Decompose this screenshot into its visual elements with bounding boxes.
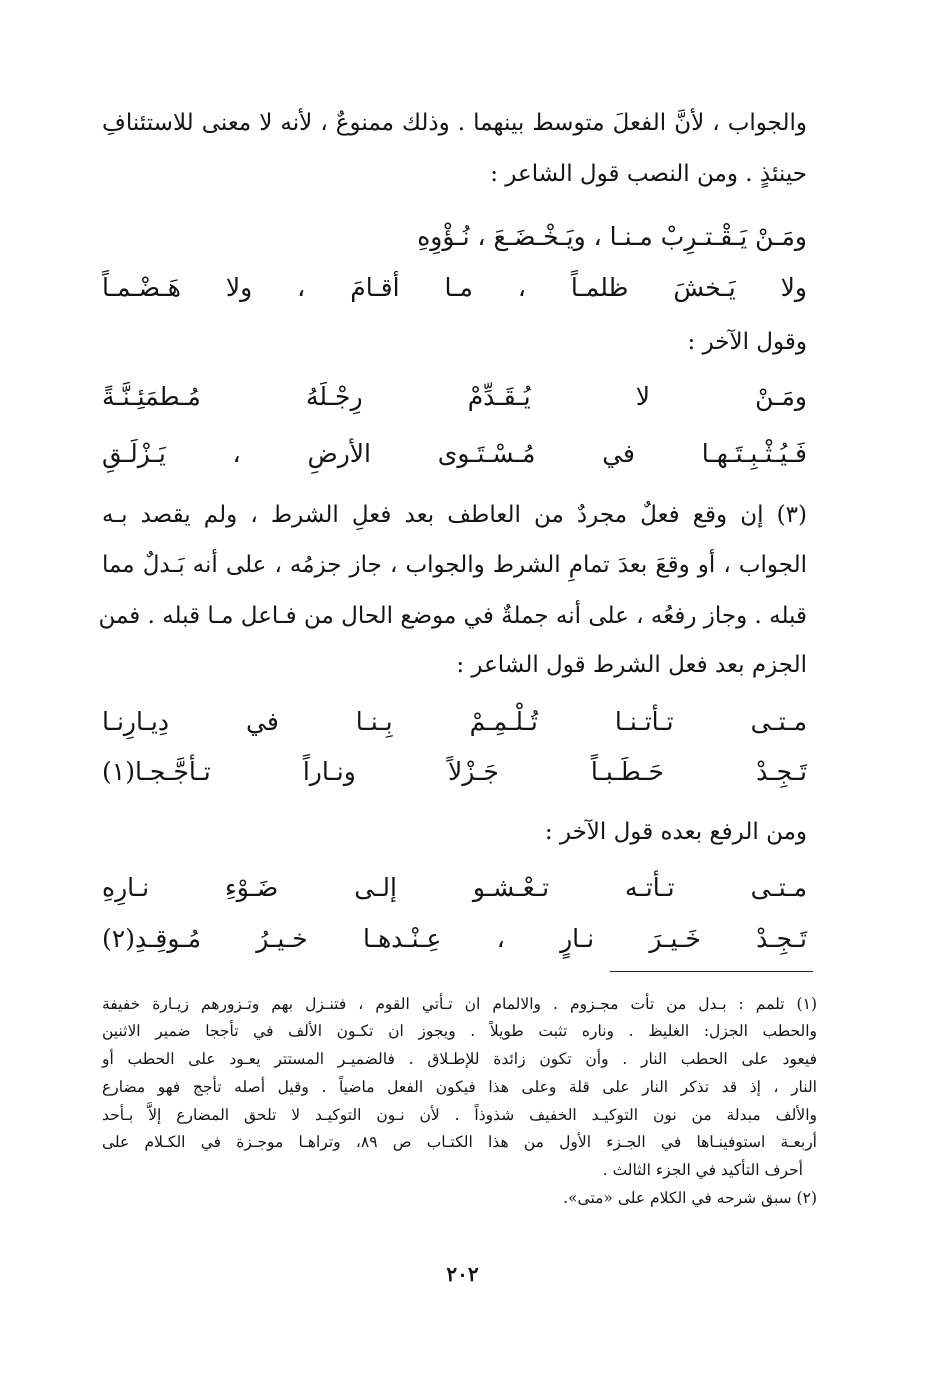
footnote-1-line-3: فيعود على الحطب النار . وأن تكون زائدة للإطـلاق . فالضميـر المستتر يعـود على الحطب أو — [102, 1050, 817, 1068]
verse-4-intro: ومن الرفع بعده قول الآخر : — [544, 819, 807, 845]
footnote-1-line-4: النار ، إذ قد تذكر النار على قلة وعلى هذا فيكون الفعل ماضياً . وقيل أصله تأجج فهو مضارع — [102, 1078, 817, 1096]
para-3-line-2: الجواب ، أو وقعَ بعدَ تمامِ الشرط والجواب ، جاز جزمُه ، على أنه بَـدلٌ مما — [102, 552, 807, 578]
verse-1-hemistich-2: ولا يَـخشَ ظلمـاً ، مـا أقـامَ ، ولا هَـضْـمـاً — [102, 273, 807, 302]
body-line-1: والجواب ، لأنَّ الفعلَ متوسط بينهما . وذلك ممنوعٌ ، لأنه لا معنى للاستئنافِ — [102, 110, 807, 136]
verse-2-intro: وقول الآخر : — [687, 329, 807, 355]
verse-3-hemistich-1: مـتـى تـأتـنـا تُـلْـمِـمْ بِـنـا في دِيـارِنـا — [102, 707, 807, 736]
para-3-line-1: (٣) إن وقع فعلٌ مجردٌ من العاطف بعد فعلِ الشرط ، ولم يقصد بـه — [102, 502, 807, 528]
footnote-1-line-1: (١) تلمم : بـدل من تأت مجـزوم . والالمام ان تـأتي القوم ، فتنـزل بهم وتـزورهم زيـارة خفيفة — [102, 995, 817, 1013]
footnote-divider — [610, 971, 813, 972]
para-3-line-4: الجزم بعد فعل الشرط قول الشاعر : — [456, 652, 807, 678]
verse-3-hemistich-2: تَـجِـدْ حَـطَـبـاً جَـزْلاً ونـاراً تـأجَّـجـا(١) — [102, 757, 807, 786]
footnote-1-line-6: أربعـة استوفينـاها في الجـزء الأول من هذا الكتـاب ص ٨٩، وتراهـا موجـزة في الكـلام على — [102, 1133, 817, 1151]
verse-1-hemistich-1: ومَـنْ يَـقْـتـرِبْ مـنـا ، ويَـخْـضَـعَ ، نُـؤْوِهِ — [417, 222, 807, 251]
verse-4-hemistich-2: تَـجِـدْ خَـيـرَ نـارٍ ، عِـنْـدهـا خـيـرُ مُـوقِـدِ(٢) — [102, 924, 807, 953]
verse-2-hemistich-1: ومَـنْ لا يُـقَـدِّمْ رِجْـلَهُ مُـطمَئِـنَّـةً — [102, 382, 807, 411]
page-number: ٢٠٢ — [446, 1262, 479, 1286]
footnote-1-line-5: والألف مبدلة من نون التوكيـد الخفيف شذوذاً . لأن نـون التوكيـد لا تلحق المضارع إلاَّ بـأحد — [102, 1106, 817, 1124]
footnote-1-line-2: والحطب الجزل: الغليظ . وناره تثبت طويلاً . ويجوز ان تكـون الألف في تأججا ضمير الاثنين — [102, 1022, 817, 1040]
verse-4-hemistich-1: مـتـى تـأتـه تـعْـشـو إلـى ضَـوْءِ نـارِهِ — [102, 873, 807, 902]
verse-2-hemistich-2: فَـيُـثْـبِـتَـهـا في مُـسْـتَـوى الأرضِ ، يَـزْلَـقِ — [102, 439, 807, 468]
para-3-line-3: قبله . وجاز رفعُه ، على أنه جملةٌ في موضع الحال من فـاعل مـا قبله . فمن — [98, 603, 807, 629]
footnote-2: (٢) سبق شرحه في الكلام على «متى». — [563, 1189, 817, 1207]
footnote-1-line-7: أحرف التأكيد في الجزء الثالث . — [602, 1161, 803, 1179]
body-line-2: حينئذٍ . ومن النصب قول الشاعر : — [490, 161, 807, 187]
